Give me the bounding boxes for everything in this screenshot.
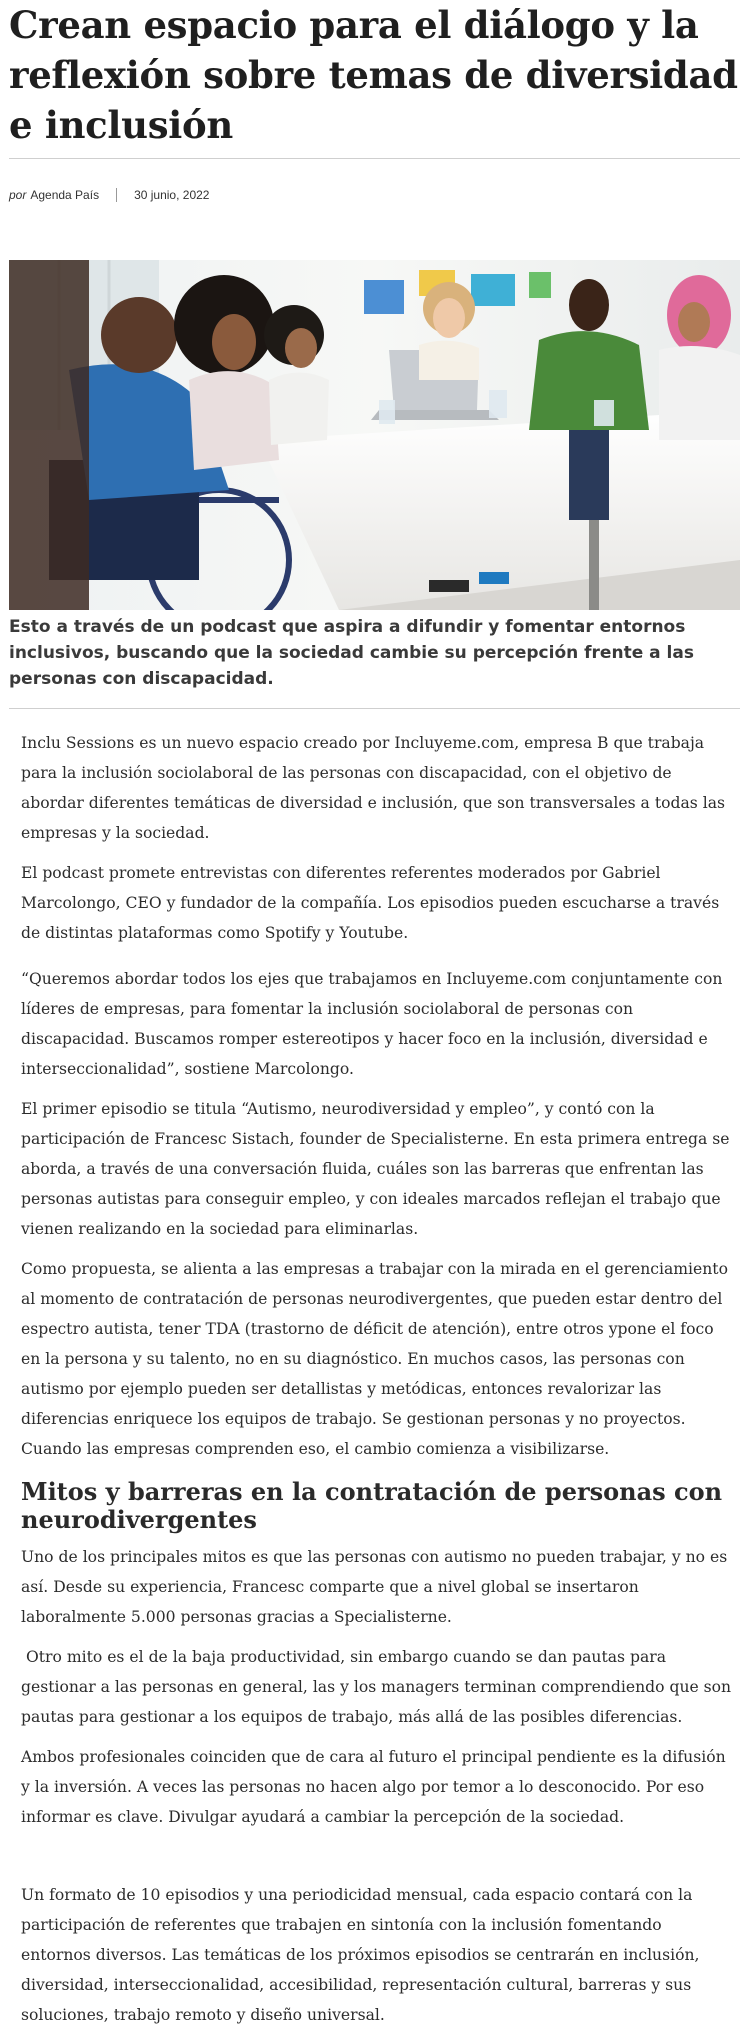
caption-divider xyxy=(9,708,740,709)
article-paragraph: Inclu Sessions es un nuevo espacio creado por Incluyeme.com, empresa B que trabaja para la inclusión sociolaboral de las personas con discapacidad, con el objetivo de abordar diferentes temáticas de diversidad e inclusión, que son transversales a todas las empresas y la sociedad. xyxy=(21,734,725,842)
article-paragraph: Otro mito es el de la baja productividad, sin embargo cuando se dan pautas para gestionar a las personas en general, las y los managers terminan comprendiendo que son pautas para gestionar a los equipos de trabajo, más allá de las posibles diferencias. xyxy=(21,1648,737,1726)
article-paragraph: El podcast promete entrevistas con diferentes referentes moderados por Gabriel Marcolongo, CEO y fundador de la compañía. Los episodios pueden escucharse a través de distintas plataformas como Spotify y Youtube. xyxy=(21,864,720,942)
article-paragraph: “Queremos abordar todos los ejes que trabajamos en Incluyeme.com conjuntamente con líderes de empresas, para fomentar la inclusión sociolaboral de personas con discapacidad. Buscamos romper estereotipos y hacer foco en la inclusión, diversidad e interseccionalidad”, sostiene Marcolongo. xyxy=(21,970,723,1078)
article-paragraph: Ambos profesionales coinciden que de cara al futuro el principal pendiente es la difusión y la inversión. A veces las personas no hacen algo por temor a lo desconocido. Por eso informar es clave. Divulgar ayudará a cambiar la percepción de la sociedad. xyxy=(21,1748,726,1826)
publish-date: 30 junio, 2022 xyxy=(134,188,210,202)
article-paragraph: Como propuesta, se alienta a las empresas a trabajar con la mirada en el gerenciamiento al momento de contratación de personas neurodivergentes, que pueden estar dentro del espectro autista, tener TDA (trastorno de déficit de atención), entre otros ypone el foco en la persona y su talento, no en su diagnóstico. En muchos casos, las personas con autismo por ejemplo pueden ser detallistas y metódicas, entonces revalorizar las diferencias enriquece los equipos de trabajo. Se gestionan personas y no proyectos. Cuando las empresas comprenden eso, el cambio comienza a visibilizarse. xyxy=(21,1260,728,1458)
article-body xyxy=(21,728,735,2040)
article-paragraph: El primer episodio se titula “Autismo, neurodiversidad y empleo”, y contó con la participación de Francesc Sistach, founder de Specialisterne. En esta primera entrega se aborda, a través de una conversación fluida, cuáles son las barreras que enfrentan las personas autistas para conseguir empleo, y con ideales marcados reflejan el trabajo que vienen realizando en la sociedad para eliminarlas. xyxy=(21,1100,730,1238)
meta-separator xyxy=(116,188,117,202)
section-subheading: Mitos y barreras en la contratación de personas con neurodivergentes xyxy=(21,1477,723,1534)
article-paragraph: Un formato de 10 episodios y una periodicidad mensual, cada espacio contará con la participación de referentes que trabajen en sintonía con la inclusión fomentando entornos diversos. Las temáticas de los próximos episodios se centrarán en inclusión, diversidad, interseccionalidad, accesibilidad, representación cultural, barreras y sus soluciones, trabajo remoto y diseño universal. xyxy=(21,1886,700,2024)
author-link[interactable]: Agenda País xyxy=(30,188,100,202)
byline-prefix: por xyxy=(9,188,27,202)
article-title: Crean espacio para el diálogo y la reflexión sobre temas de diversidad e inclusión xyxy=(9,3,738,147)
image-caption: Esto a través de un podcast que aspira a difundir y fomentar entornos inclusivos, buscando que la sociedad cambie su percepción frente a las personas con discapacidad. xyxy=(9,617,694,689)
title-divider xyxy=(9,158,740,159)
article-paragraph: Uno de los principales mitos es que las personas con autismo no pueden trabajar, y no es así. Desde su experiencia, Francesc comparte que a nivel global se insertaron laboralmente 5.000 personas gracias a Specialisterne. xyxy=(21,1548,728,1626)
article-meta xyxy=(9,185,209,205)
hero-image xyxy=(9,260,740,610)
